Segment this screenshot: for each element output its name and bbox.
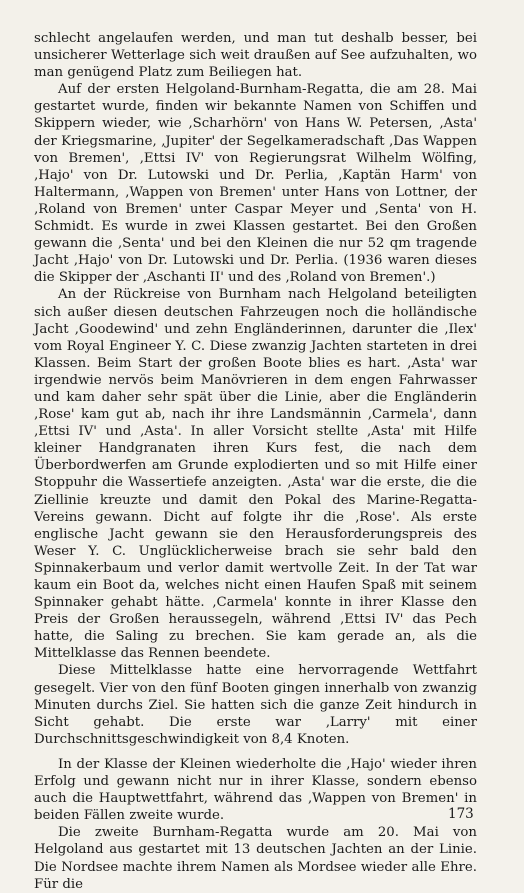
paragraph-continuation: schlecht angelaufen werden, und man tut deshalb besser, bei unsicherer Wetterlage sich weit draußen auf See aufzuhalten, wo man genügend Platz zum Beiliegen hat. (34, 31, 477, 81)
paragraph-first-regatta: Auf der ersten Helgoland-Burnham-Regatta, die am 28. Mai gestartet wurde, finden wir bekannte Namen von Schiffen und Skippern wieder, wie ‚Scharhörn' von Hans W. Petersen, ‚Asta' der Kriegsmarine, ‚Jupiter' der Segelkameradschaft ‚Das Wappen von Bremen', ‚Ettsi IV' von Regierungsrat Wilhelm Wölfing, ‚Hajo' von Dr. Lutowski und Dr. Perlia, ‚Kaptän Harm' von Haltermann, ‚Wappen von Bremen' unter Hans von Lottner, der ‚Roland von Bremen' unter Caspar Meyer und ‚Senta' von H. Schmidt. Es wurde in zwei Klassen gestartet. Bei den Großen gewann die ‚Senta' und bei den Kleinen die nur 52 qm tragende Jacht ‚Hajo' von Dr. Lutowski und Dr. Perlia. (1936 waren dieses die Skipper der ‚Aschanti II' und des ‚Roland von Bremen'.) (34, 82, 477, 286)
paragraph-second-regatta: Die zweite Burnham-Regatta wurde am 20. Mai von Helgoland aus gestartet mit 13 deutschen Jachten an der Linie. Die Nordsee machte ihrem Namen als Mordsee wieder alle Ehre. Für die (34, 825, 477, 892)
paragraph-middle-class: Diese Mittelklasse hatte eine hervorragende Wettfahrt gesegelt. Vier von den fünf Booten gingen innerhalb von zwanzig Minuten durchs Ziel. Sie hatten sich die ganze Zeit hindurch in Sicht gehabt. Die erste war ‚Larry' mit einer Durchschnittsgeschwindigkeit von 8,4 Knoten. (34, 663, 477, 747)
page-number: 173 (448, 806, 474, 822)
paragraph-return-voyage: An der Rückreise von Burnham nach Helgoland beteiligten sich außer diesen deutschen Fahrzeugen noch die holländische Jacht ‚Goodewind' und zehn Engländerinnen, darunter die ‚Ilex' vom Royal Engineer Y. C. Diese zwanzig Jachten starteten in drei Klassen. Beim Start der großen Boote blies es hart. ‚Asta' war irgendwie nervös beim Manövrieren in dem engen Fahrwasser und kam daher sehr spät über die Linie, aber die Engländerin ‚Rose' kam gut ab, nach ihr ihre Landsmännin ‚Carmela', dann ‚Ettsi IV' und ‚Asta'. In aller Vorsicht stellte ‚Asta' mit Hilfe kleiner Handgranaten ihren Kurs fest, die nach dem Überbordwerfen am Grunde explodierten und so mit Hilfe einer Stoppuhr die Wassertiefe anzeigten. ‚Asta' war die erste, die die Ziellinie kreuzte und damit den Pokal des Marine-Regatta-Vereins gewann. Dicht auf folgte ihr die ‚Rose'. Als erste englische Jacht gewann sie den Herausforderungspreis des Weser Y. C. Unglücklicherweise brach sie sehr bald den Spinnakerbaum und verlor damit wertvolle Zeit. In der Tat war kaum ein Boot da, welches nicht einen Haufen Spaß mit seinem Spinnaker gehabt hätte. ‚Carmela' konnte in ihrer Klasse den Preis der Großen heraussegeln, während ‚Ettsi IV' das Pech hatte, die Saling zu brechen. Sie kam gerade an, als die Mittelklasse das Rennen beendete. (34, 287, 477, 662)
body-text (34, 30, 477, 893)
paragraph-small-class: In der Klasse der Kleinen wiederholte die ‚Hajo' wieder ihren Erfolg und gewann nicht nur in ihrer Klasse, sondern ebenso auch die Hauptwettfahrt, während das ‚Wappen von Bremen' in beiden Fällen zweite wurde. (34, 756, 477, 824)
